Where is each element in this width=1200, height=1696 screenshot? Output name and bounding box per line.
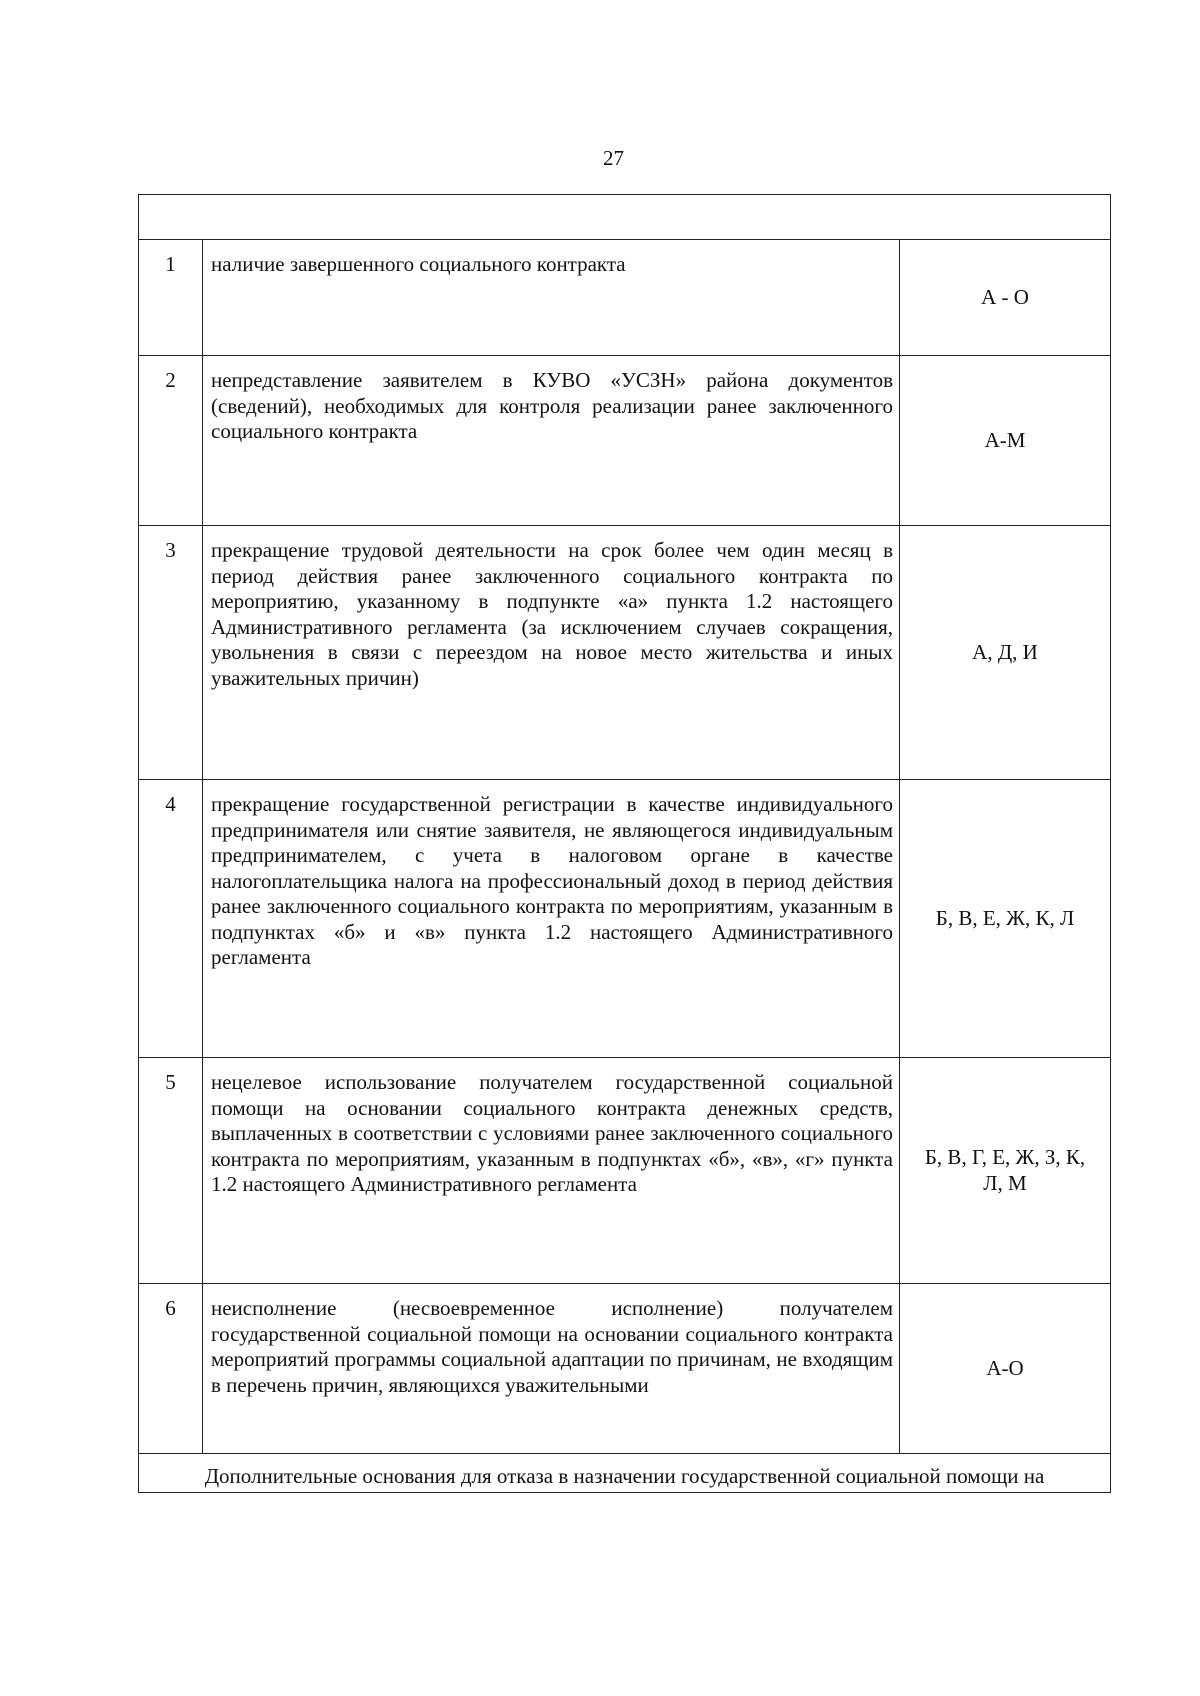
row-reason: непредставление заявителем в КУВО «УСЗН» района документов (сведений), необходимых для контроля реализации ранее заключенного социального контракта — [203, 356, 900, 526]
row-number: 3 — [139, 526, 203, 780]
table-row — [139, 240, 1111, 356]
row-reason: наличие завершенного социального контракта — [203, 240, 900, 356]
table-header-row — [139, 195, 1111, 240]
table-row — [139, 356, 1111, 526]
row-number: 2 — [139, 356, 203, 526]
row-codes: А, Д, И — [900, 526, 1111, 780]
row-reason: прекращение трудовой деятельности на срок более чем один месяц в период действия ранее заключенного социального контракта по мероприятию, указанному в подпункте «а» пункта 1.2 настоящего Административного регламента (за исключением случаев сокращения, увольнения в связи с переездом на новое место жительства и иных уважительных причин) — [203, 526, 900, 780]
row-reason: нецелевое использование получателем государственной социальной помощи на основании социального контракта денежных средств, выплаченных в соответствии с условиями ранее заключенного социального контракта по мероприятиям, указанным в подпунктах «б», «в», «г» пункта 1.2 настоящего Административного регламента — [203, 1058, 900, 1284]
row-codes-line: Л, М — [983, 1170, 1027, 1195]
row-number: 6 — [139, 1284, 203, 1454]
row-codes: А - О — [900, 240, 1111, 356]
row-reason: неисполнение (несвоевременное исполнение) получателем государственной социальной помощи на основании социального контракта мероприятий программы социальной адаптации по причинам, не входящим в перечень причин, являющихся уважительными — [203, 1284, 900, 1454]
row-codes — [900, 1058, 1111, 1284]
row-number: 1 — [139, 240, 203, 356]
footer-text: Дополнительные основания для отказа в назначении государственной социальной помощи на — [139, 1454, 1111, 1493]
row-codes: Б, В, Е, Ж, К, Л — [900, 780, 1111, 1058]
table-row — [139, 780, 1111, 1058]
empty-header-cell — [139, 195, 1111, 240]
row-number: 4 — [139, 780, 203, 1058]
table-footer-row — [139, 1454, 1111, 1493]
table-row — [139, 1284, 1111, 1454]
row-codes: А-М — [900, 356, 1111, 526]
table-row — [139, 1058, 1111, 1284]
row-codes: А-О — [900, 1284, 1111, 1454]
row-codes-line: Б, В, Г, Е, Ж, З, К, — [924, 1145, 1086, 1169]
page-number: 27 — [603, 146, 624, 170]
row-reason: прекращение государственной регистрации в качестве индивидуального предпринимателя или снятие заявителя, не являющегося индивидуальным предпринимателем, с учета в налоговом органе в качестве налогоплательщика налога на профессиональный доход в период действия ранее заключенного социального контракта по мероприятиям, указанным в подпунктах «б» и «в» пункта 1.2 настоящего Административного регламента — [203, 780, 900, 1058]
table-row — [139, 526, 1111, 780]
grounds-table — [138, 194, 1111, 1493]
row-number: 5 — [139, 1058, 203, 1284]
